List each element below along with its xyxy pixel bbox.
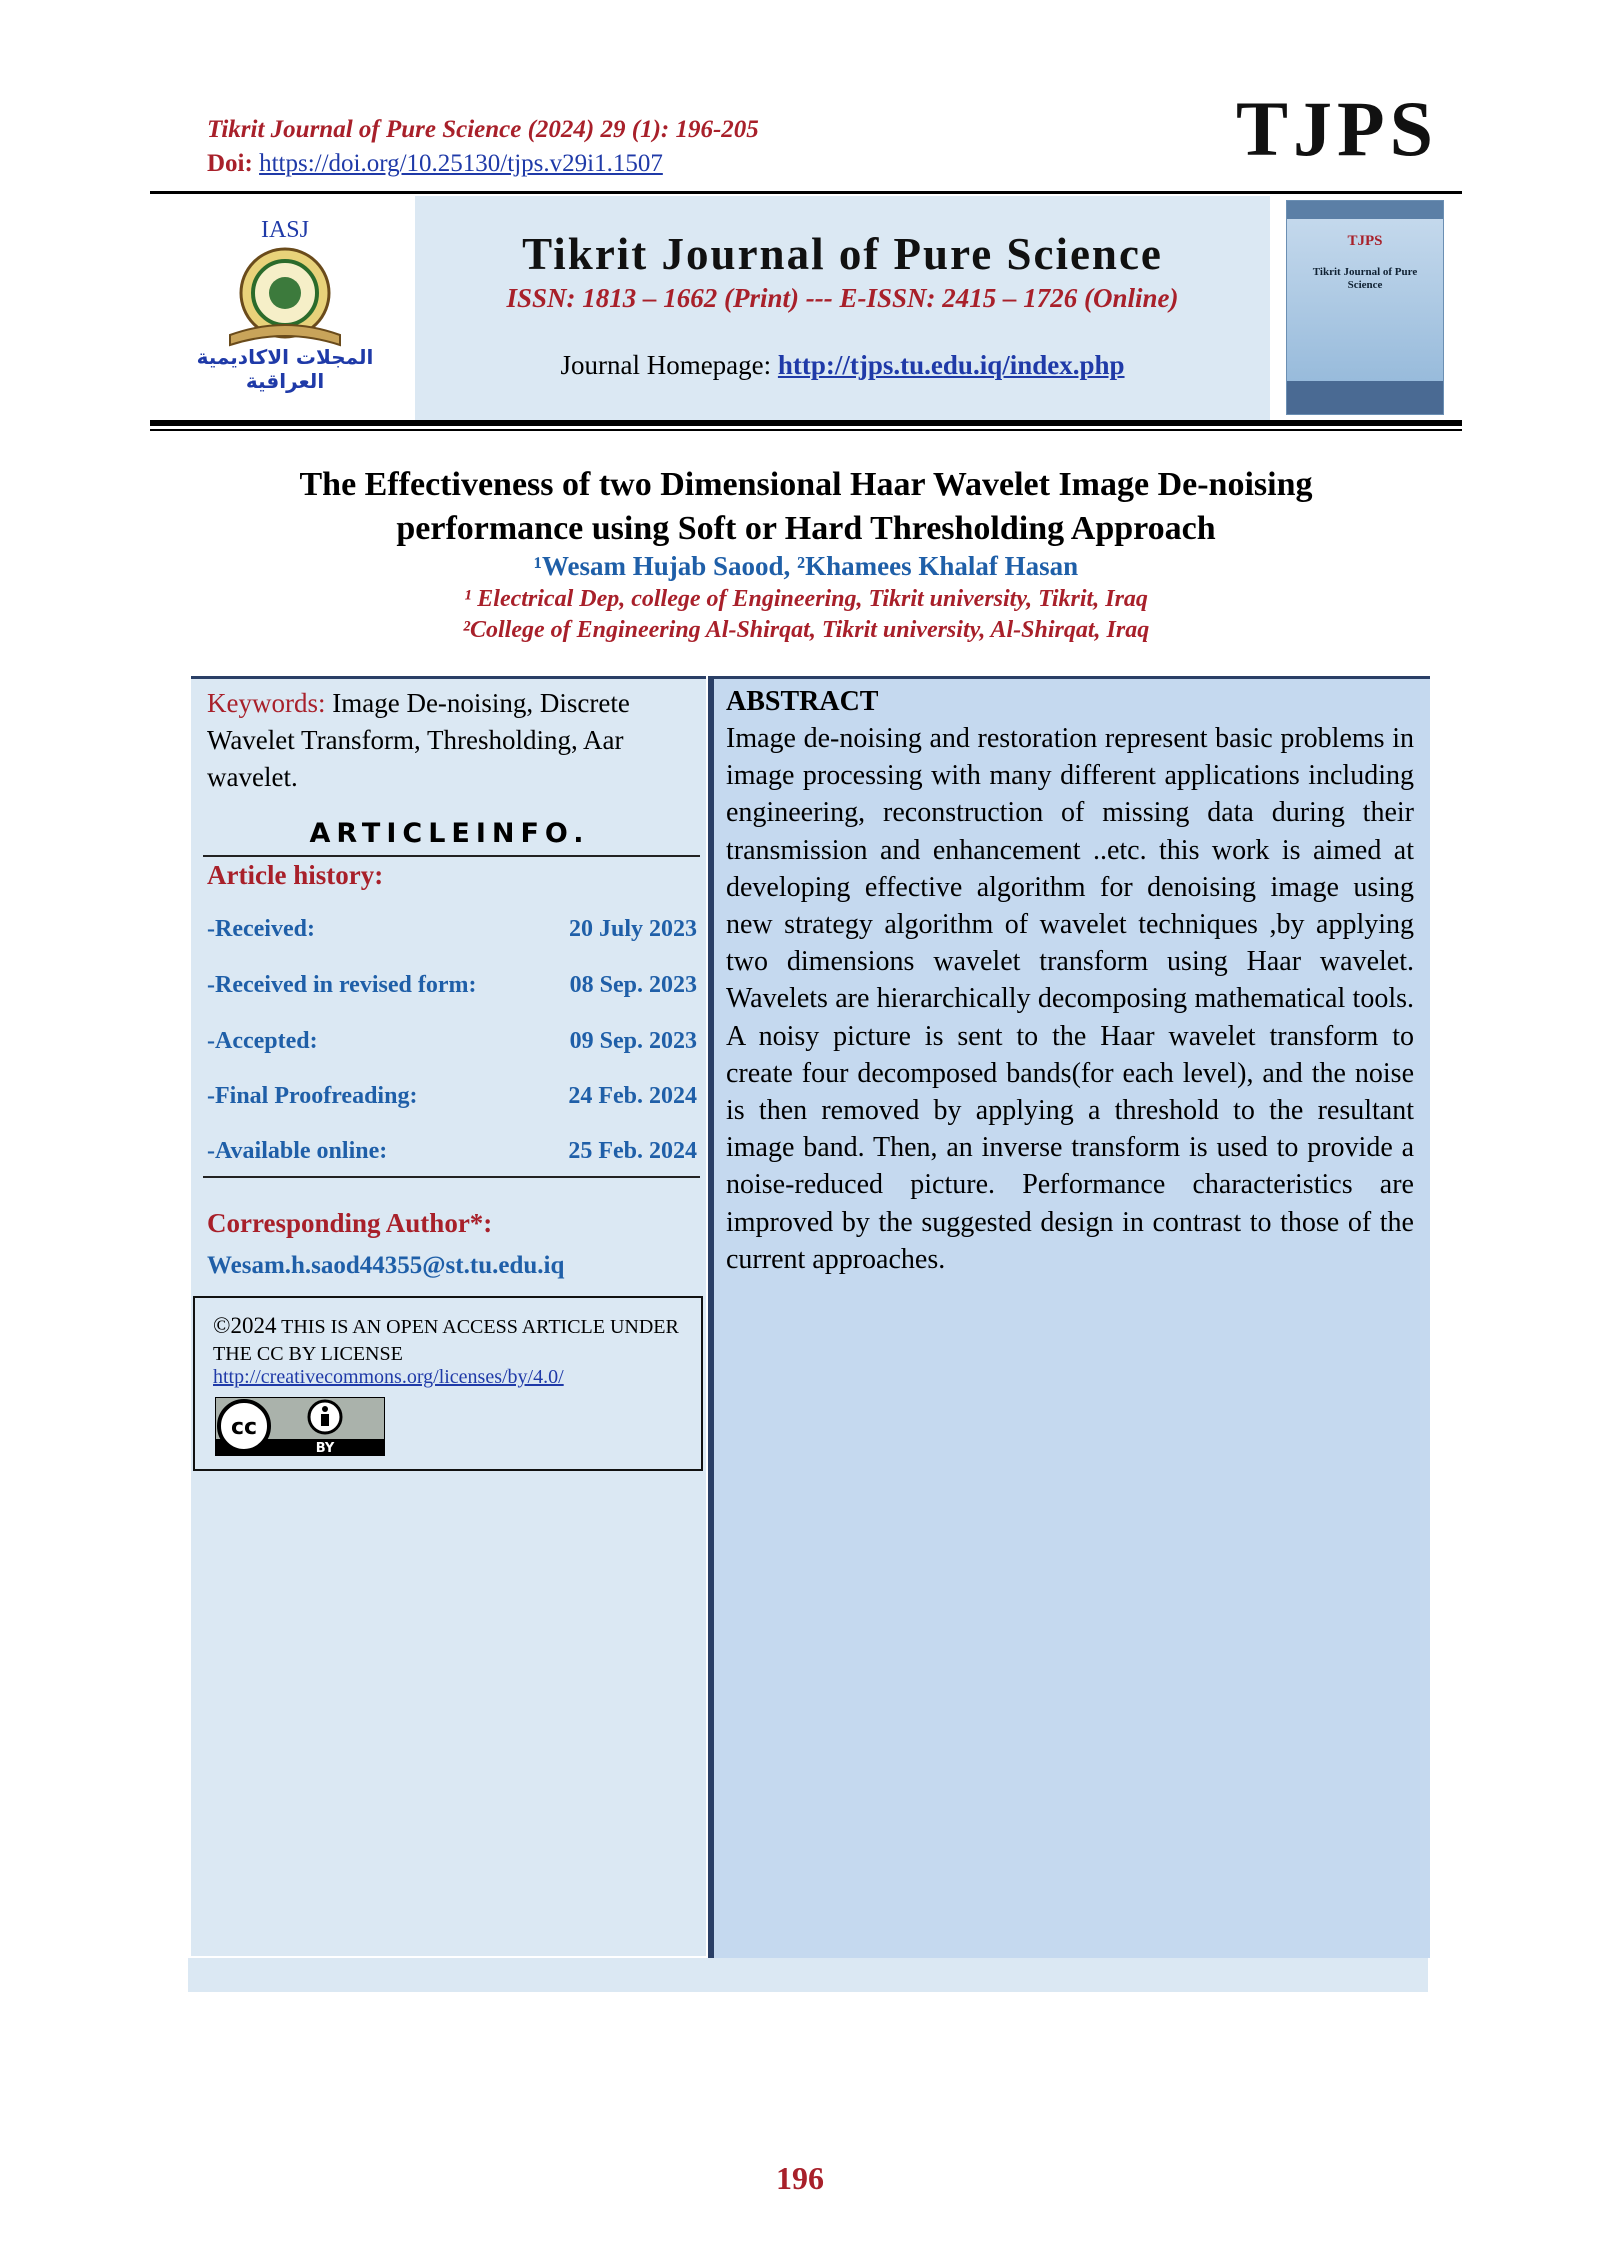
- header-top-rule: [150, 191, 1462, 194]
- journal-homepage: [415, 350, 1270, 381]
- keywords-label: Keywords:: [207, 688, 326, 718]
- history-label-accepted: -Accepted:: [207, 1028, 318, 1054]
- article-history-rule: [203, 1176, 700, 1178]
- doi-label: Doi:: [207, 150, 253, 177]
- abstract-body: Image de-noising and restoration represent basic problems in image processing with many different applications including engineering, reconstruction of missing data during their transmission and enhancement ..etc. this work is aimed at developing effective algorithm for denoising image using new strategy algorithm of wavelet techniques ,by applying two dimensions wavelet transform using Haar wavelet. Wavelets are hierarchically decomposing mathematical tools. A noisy picture is sent to the Haar wavelet transform to create four decomposed bands(for each level), and the noise is then removed by applying a threshold to the resultant image band. Then, an inverse transform is used to provide a noise-reduced picture. Performance characteristics are improved by the suggested design in contrast to those of the current approaches.: [726, 723, 1414, 1275]
- article-title: [170, 463, 1442, 551]
- homepage-label: Journal Homepage:: [560, 350, 772, 380]
- affiliation-2: ²College of Engineering Al-Shirqat, Tikrit university, Al-Shirqat, Iraq: [462, 617, 1150, 643]
- article-title-line-2: performance using Soft or Hard Thresholding Approach: [396, 510, 1216, 547]
- history-label-received: -Received:: [207, 916, 315, 942]
- history-label-final-proofreading: -Final Proofreading:: [207, 1083, 418, 1109]
- abstract-top-rule: [714, 676, 1430, 679]
- page-number: 196: [776, 2160, 824, 2196]
- history-label-revised: -Received in revised form:: [207, 972, 477, 998]
- journal-name: Tikrit Journal of Pure Science: [522, 229, 1163, 279]
- doi-link[interactable]: https://doi.org/10.25130/tjps.v29i1.1507: [259, 150, 663, 177]
- keywords: [207, 685, 692, 796]
- brand-logo-text: TJPS: [1236, 85, 1439, 172]
- license-box: [193, 1296, 703, 1471]
- panel-bottom-strip: [188, 1958, 1428, 1992]
- svg-text:cc: cc: [230, 1415, 258, 1440]
- iasj-logo-text: IASJ: [260, 217, 310, 243]
- issn-line: ISSN: 1813 – 1662 (Print) --- E-ISSN: 2415 – 1726 (Online): [506, 283, 1179, 313]
- header-bottom-rule-thin: [150, 429, 1462, 431]
- article-info-rule: [203, 855, 700, 857]
- history-date-available-online: 25 Feb. 2024: [568, 1138, 697, 1164]
- article-info-top-rule: [191, 676, 706, 679]
- cc-badge-label: BY: [315, 1441, 335, 1456]
- doi-line: [207, 150, 663, 178]
- corresponding-author-heading: Corresponding Author*:: [207, 1208, 493, 1238]
- cover-brand: TJPS: [1347, 233, 1383, 249]
- iasj-arabic-caption: المجلات الاكاديمية العراقية: [196, 345, 374, 393]
- abstract-heading: ABSTRACT: [726, 686, 879, 717]
- history-label-available-online: -Available online:: [207, 1138, 388, 1164]
- history-date-accepted: 09 Sep. 2023: [569, 1028, 697, 1054]
- article-history-heading: Article history:: [207, 860, 384, 890]
- affiliation-1: ¹ Electrical Dep, college of Engineering, Tikrit university, Tikrit, Iraq: [464, 586, 1148, 612]
- license-text: [213, 1312, 683, 1368]
- license-statement: THIS IS AN OPEN ACCESS ARTICLE UNDER THE CC BY LICENSE: [213, 1316, 679, 1365]
- cc-by-badge[interactable]: [215, 1397, 385, 1456]
- homepage-link[interactable]: http://tjps.tu.edu.iq/index.php: [777, 350, 1125, 380]
- history-date-final-proofreading: 24 Feb. 2024: [568, 1083, 697, 1109]
- article-info-heading: ARTICLEINFO.: [309, 818, 590, 849]
- journal-cover-thumbnail: [1286, 200, 1444, 415]
- journal-citation: Tikrit Journal of Pure Science (2024) 29 (1): 196-205: [207, 116, 759, 143]
- cover-top-band: [1287, 201, 1443, 219]
- history-date-received: 20 July 2023: [568, 916, 697, 942]
- article-title-line-1: The Effectiveness of two Dimensional Haar Wavelet Image De-noising: [299, 466, 1313, 503]
- license-link[interactable]: http://creativecommons.org/licenses/by/4.0/: [213, 1366, 564, 1388]
- header-bottom-rule-thick: [150, 420, 1462, 426]
- license-year: ©2024: [213, 1313, 277, 1338]
- corresponding-author-email[interactable]: Wesam.h.saod44355@st.tu.edu.iq: [207, 1252, 565, 1279]
- article-authors: ¹Wesam Hujab Saood, ²Khamees Khalaf Hasan: [533, 551, 1079, 581]
- history-date-revised: 08 Sep. 2023: [569, 972, 697, 998]
- cover-title: Tikrit Journal of Pure Science: [1312, 266, 1418, 291]
- keywords-text: Image De-noising, Discrete Wavelet Transform, Thresholding, Aar wavelet.: [207, 688, 630, 792]
- cover-bottom-band: [1287, 381, 1443, 414]
